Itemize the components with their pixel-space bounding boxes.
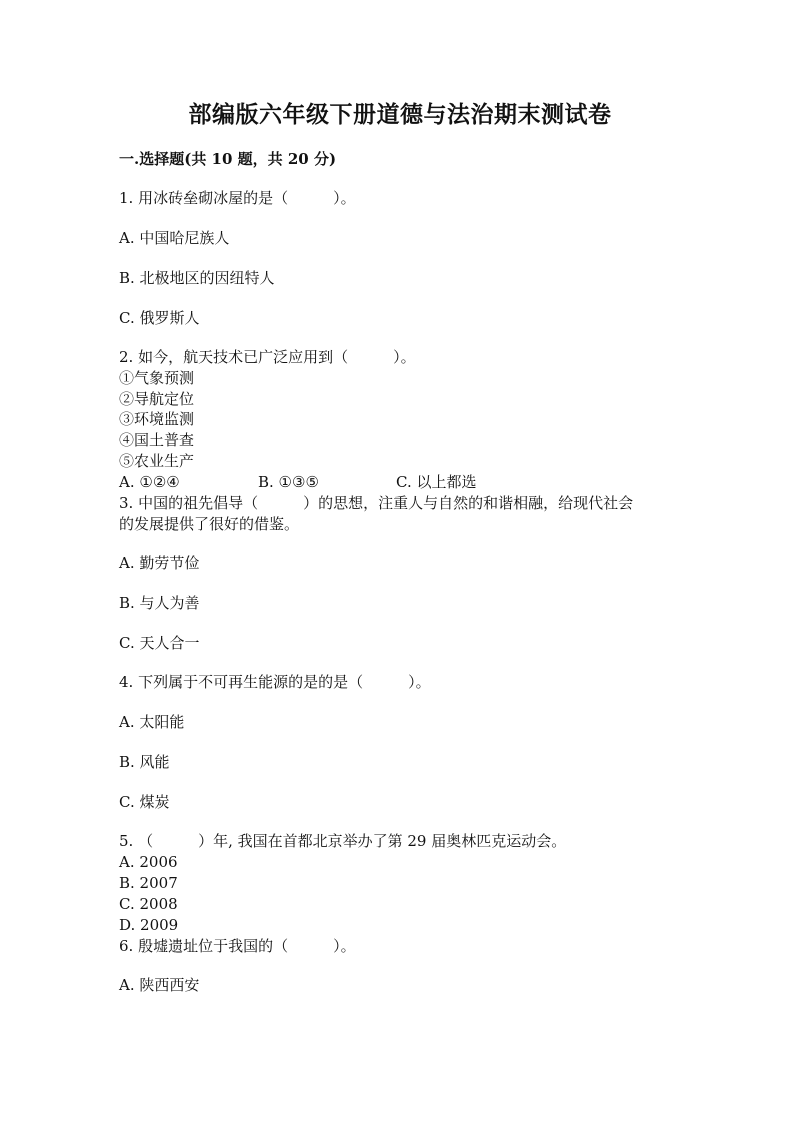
question-3-option-b: B. 与人为善 [119,594,200,612]
question-3-option-c: C. 天人合一 [119,634,200,652]
question-3-stem-line-1: 3. 中国的祖先倡导（ ）的思想，注重人与自然的和谐相融，给现代社会 [119,494,634,512]
question-4-stem: 4. 下列属于不可再生能源的是的是（ ）。 [119,673,431,691]
question-3-option-a: A. 勤劳节俭 [119,554,200,572]
question-2-option-b: B. ①③⑤ [258,473,319,491]
question-6-option-a: A. 陕西西安 [119,976,200,994]
question-5-option-b: B. 2007 [119,874,178,892]
question-1-option-a: A. 中国哈尼族人 [119,229,230,247]
question-2-item: ②导航定位 [119,390,195,408]
question-4-option-b: B. 风能 [119,753,170,771]
question-2-item: ③环境监测 [119,410,195,428]
question-5-option-c: C. 2008 [119,895,178,913]
question-1-option-b: B. 北极地区的因纽特人 [119,269,275,287]
question-3-stem-line-2: 的发展提供了很好的借鉴。 [119,515,300,533]
question-2-item: ⑤农业生产 [119,452,195,470]
question-4-option-a: A. 太阳能 [119,713,185,731]
question-2-item: ④国土普查 [119,431,195,449]
question-6-stem: 6. 殷墟遗址位于我国的（ ）。 [119,937,356,955]
question-5-option-a: A. 2006 [119,853,178,871]
question-5-option-d: D. 2009 [119,916,179,934]
question-4-option-c: C. 煤炭 [119,793,170,811]
page-title: 部编版六年级下册道德与法治期末测试卷 [188,101,612,128]
question-2-item: ①气象预测 [119,369,195,387]
question-2-stem: 2. 如今，航天技术已广泛应用到（ ）。 [119,348,416,366]
question-2-option-c: C. 以上都选 [396,473,477,491]
question-1-stem: 1. 用冰砖垒砌冰屋的是（ ）。 [119,189,356,207]
question-2-option-a: A. ①②④ [119,473,180,491]
section-heading: 一.选择题(共 10 题，共 20 分) [119,150,337,168]
question-5-stem: 5. （ ）年, 我国在首都北京举办了第 29 届奥林匹克运动会。 [119,832,567,850]
question-1-option-c: C. 俄罗斯人 [119,309,200,327]
